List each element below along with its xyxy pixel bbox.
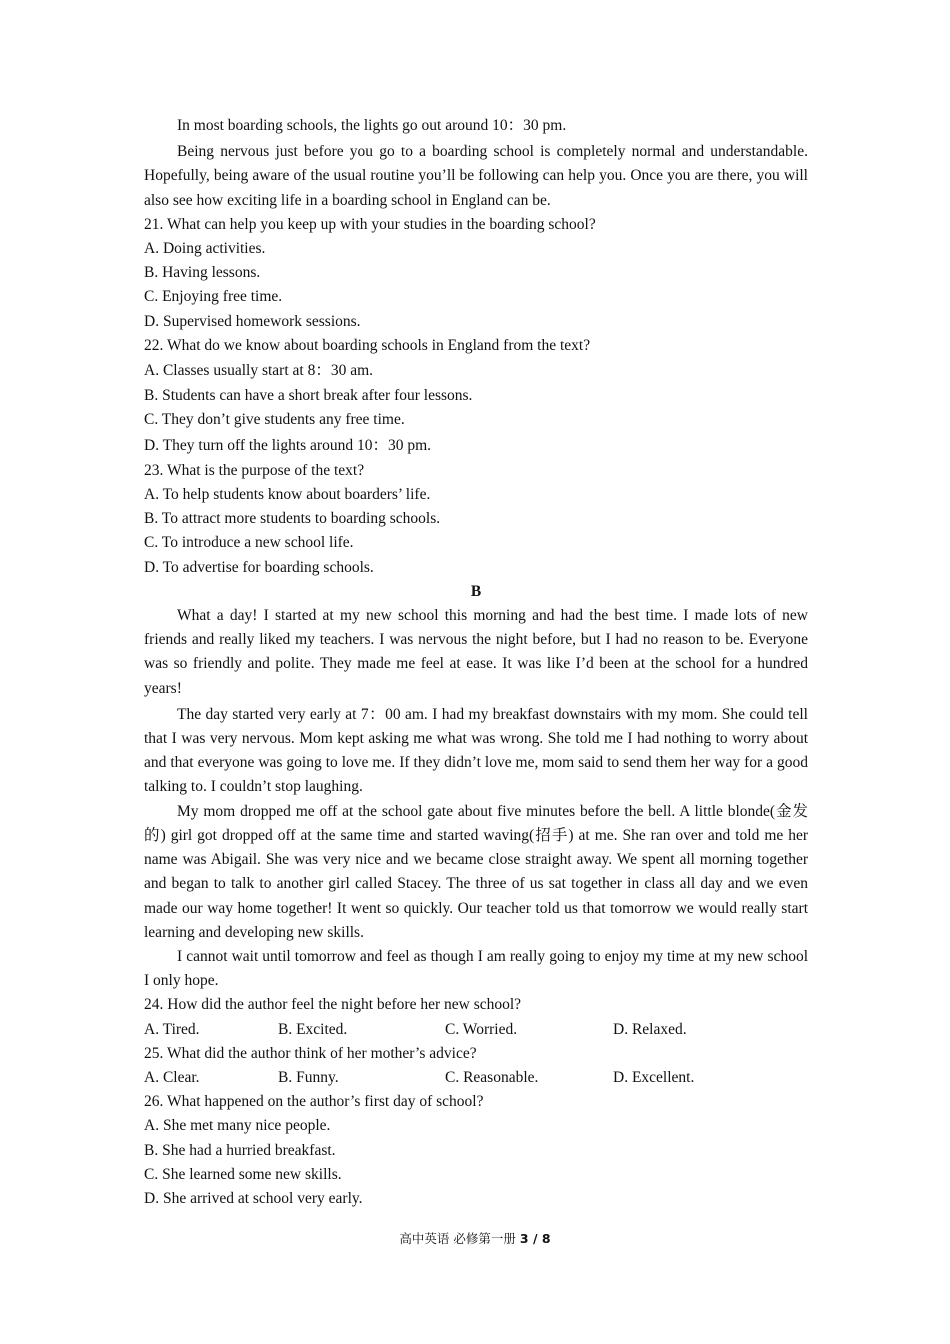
passage-a-paragraph: Being nervous just before you go to a boarding school is completely normal and understandable. Hopefully, being aware of the usual routine you’ll be following can help you. Once you are there, you will also see how exciting life in a boarding school in England can be. bbox=[144, 143, 808, 209]
option-a: A. Doing activities. bbox=[144, 240, 266, 258]
question-stem: 22. What do we know about boarding schools in England from the text? bbox=[144, 336, 591, 354]
question-stem: 24. How did the author feel the night before her new school? bbox=[144, 996, 522, 1014]
option-b: B. To attract more students to boarding schools. bbox=[144, 510, 441, 528]
option-a: A. To help students know about boarders’ life. bbox=[144, 486, 431, 504]
option-d: D. Excellent. bbox=[613, 1068, 695, 1086]
page-number: 3 / 8 bbox=[519, 1231, 551, 1246]
passage-b-paragraph: My mom dropped me off at the school gate about five minutes before the bell. A little blonde(金发的) girl got dropped off at the same time and started waving(招手) at me. She ran over and told me her name was Abigail. She was very nice and we became close straight away. We spent all morning together and began to talk to another girl called Stacey. The three of us sat together in class all day and we even made our way home together! It went so quickly. Our teacher told us that tomorrow we would really start learning and developing new skills. bbox=[144, 802, 808, 941]
option-d: D. Relaxed. bbox=[613, 1020, 687, 1038]
passage-b-paragraph: I cannot wait until tomorrow and feel as though I am really going to enjoy my time at my new school I only hope. bbox=[144, 947, 808, 990]
option-a: A. Tired. bbox=[144, 1020, 200, 1038]
option-c: C. They don’t give students any free time. bbox=[144, 411, 405, 429]
option-a: A. She met many nice people. bbox=[144, 1117, 331, 1135]
options-row bbox=[144, 1066, 808, 1090]
question-stem: 25. What did the author think of her mother’s advice? bbox=[144, 1044, 477, 1062]
option-b: B. Students can have a short break after four lessons. bbox=[144, 387, 473, 405]
question-23 bbox=[144, 459, 808, 580]
option-b: B. Having lessons. bbox=[144, 264, 261, 282]
option-d: D. Supervised homework sessions. bbox=[144, 312, 361, 330]
question-stem: 23. What is the purpose of the text? bbox=[144, 461, 365, 479]
option-c: C. Worried. bbox=[445, 1020, 518, 1038]
page-footer bbox=[0, 1229, 950, 1247]
question-24 bbox=[144, 993, 808, 1041]
option-a: A. Classes usually start at 8：30 am. bbox=[144, 362, 374, 380]
option-c: C. Reasonable. bbox=[445, 1068, 539, 1086]
question-stem: 21. What can help you keep up with your studies in the boarding school? bbox=[144, 215, 596, 233]
footer-label: 高中英语 必修第一册 bbox=[399, 1231, 516, 1246]
passage-a-paragraph: In most boarding schools, the lights go out around 10：30 pm. bbox=[177, 117, 567, 134]
option-c: C. Enjoying free time. bbox=[144, 288, 283, 306]
section-heading: B bbox=[470, 582, 482, 600]
passage-b-paragraph: The day started very early at 7：00 am. I had my breakfast downstairs with my mom. She could tell that I was very nervous. Mom kept asking me what was wrong. She told me I had nothing to worry about and that everyone was going to love me. If they didn’t love me, mom said to send them her way for a good talking to. I couldn’t stop laughing. bbox=[144, 705, 808, 796]
option-d: D. She arrived at school very early. bbox=[144, 1189, 363, 1207]
option-b: B. She had a hurried breakfast. bbox=[144, 1141, 336, 1159]
question-26 bbox=[144, 1090, 808, 1211]
question-stem: 26. What happened on the author’s first day of school? bbox=[144, 1093, 484, 1111]
option-c: C. She learned some new skills. bbox=[144, 1165, 342, 1183]
question-21 bbox=[144, 213, 808, 334]
option-c: C. To introduce a new school life. bbox=[144, 534, 354, 552]
option-a: A. Clear. bbox=[144, 1068, 200, 1086]
question-25 bbox=[144, 1042, 808, 1090]
passage-b-paragraph: What a day! I started at my new school this morning and had the best time. I made lots of new friends and really liked my teachers. I was nervous the night before, but I had no reason to be. Everyone was so friendly and polite. They made me feel at ease. It was like I’d been at the school for a hundred years! bbox=[144, 607, 808, 697]
option-d: D. They turn off the lights around 10：30 pm. bbox=[144, 436, 432, 454]
option-b: B. Excited. bbox=[278, 1020, 348, 1038]
question-22 bbox=[144, 334, 808, 458]
document-page bbox=[144, 114, 808, 1211]
options-row bbox=[144, 1018, 808, 1042]
option-d: D. To advertise for boarding schools. bbox=[144, 558, 374, 576]
option-b: B. Funny. bbox=[278, 1068, 339, 1086]
